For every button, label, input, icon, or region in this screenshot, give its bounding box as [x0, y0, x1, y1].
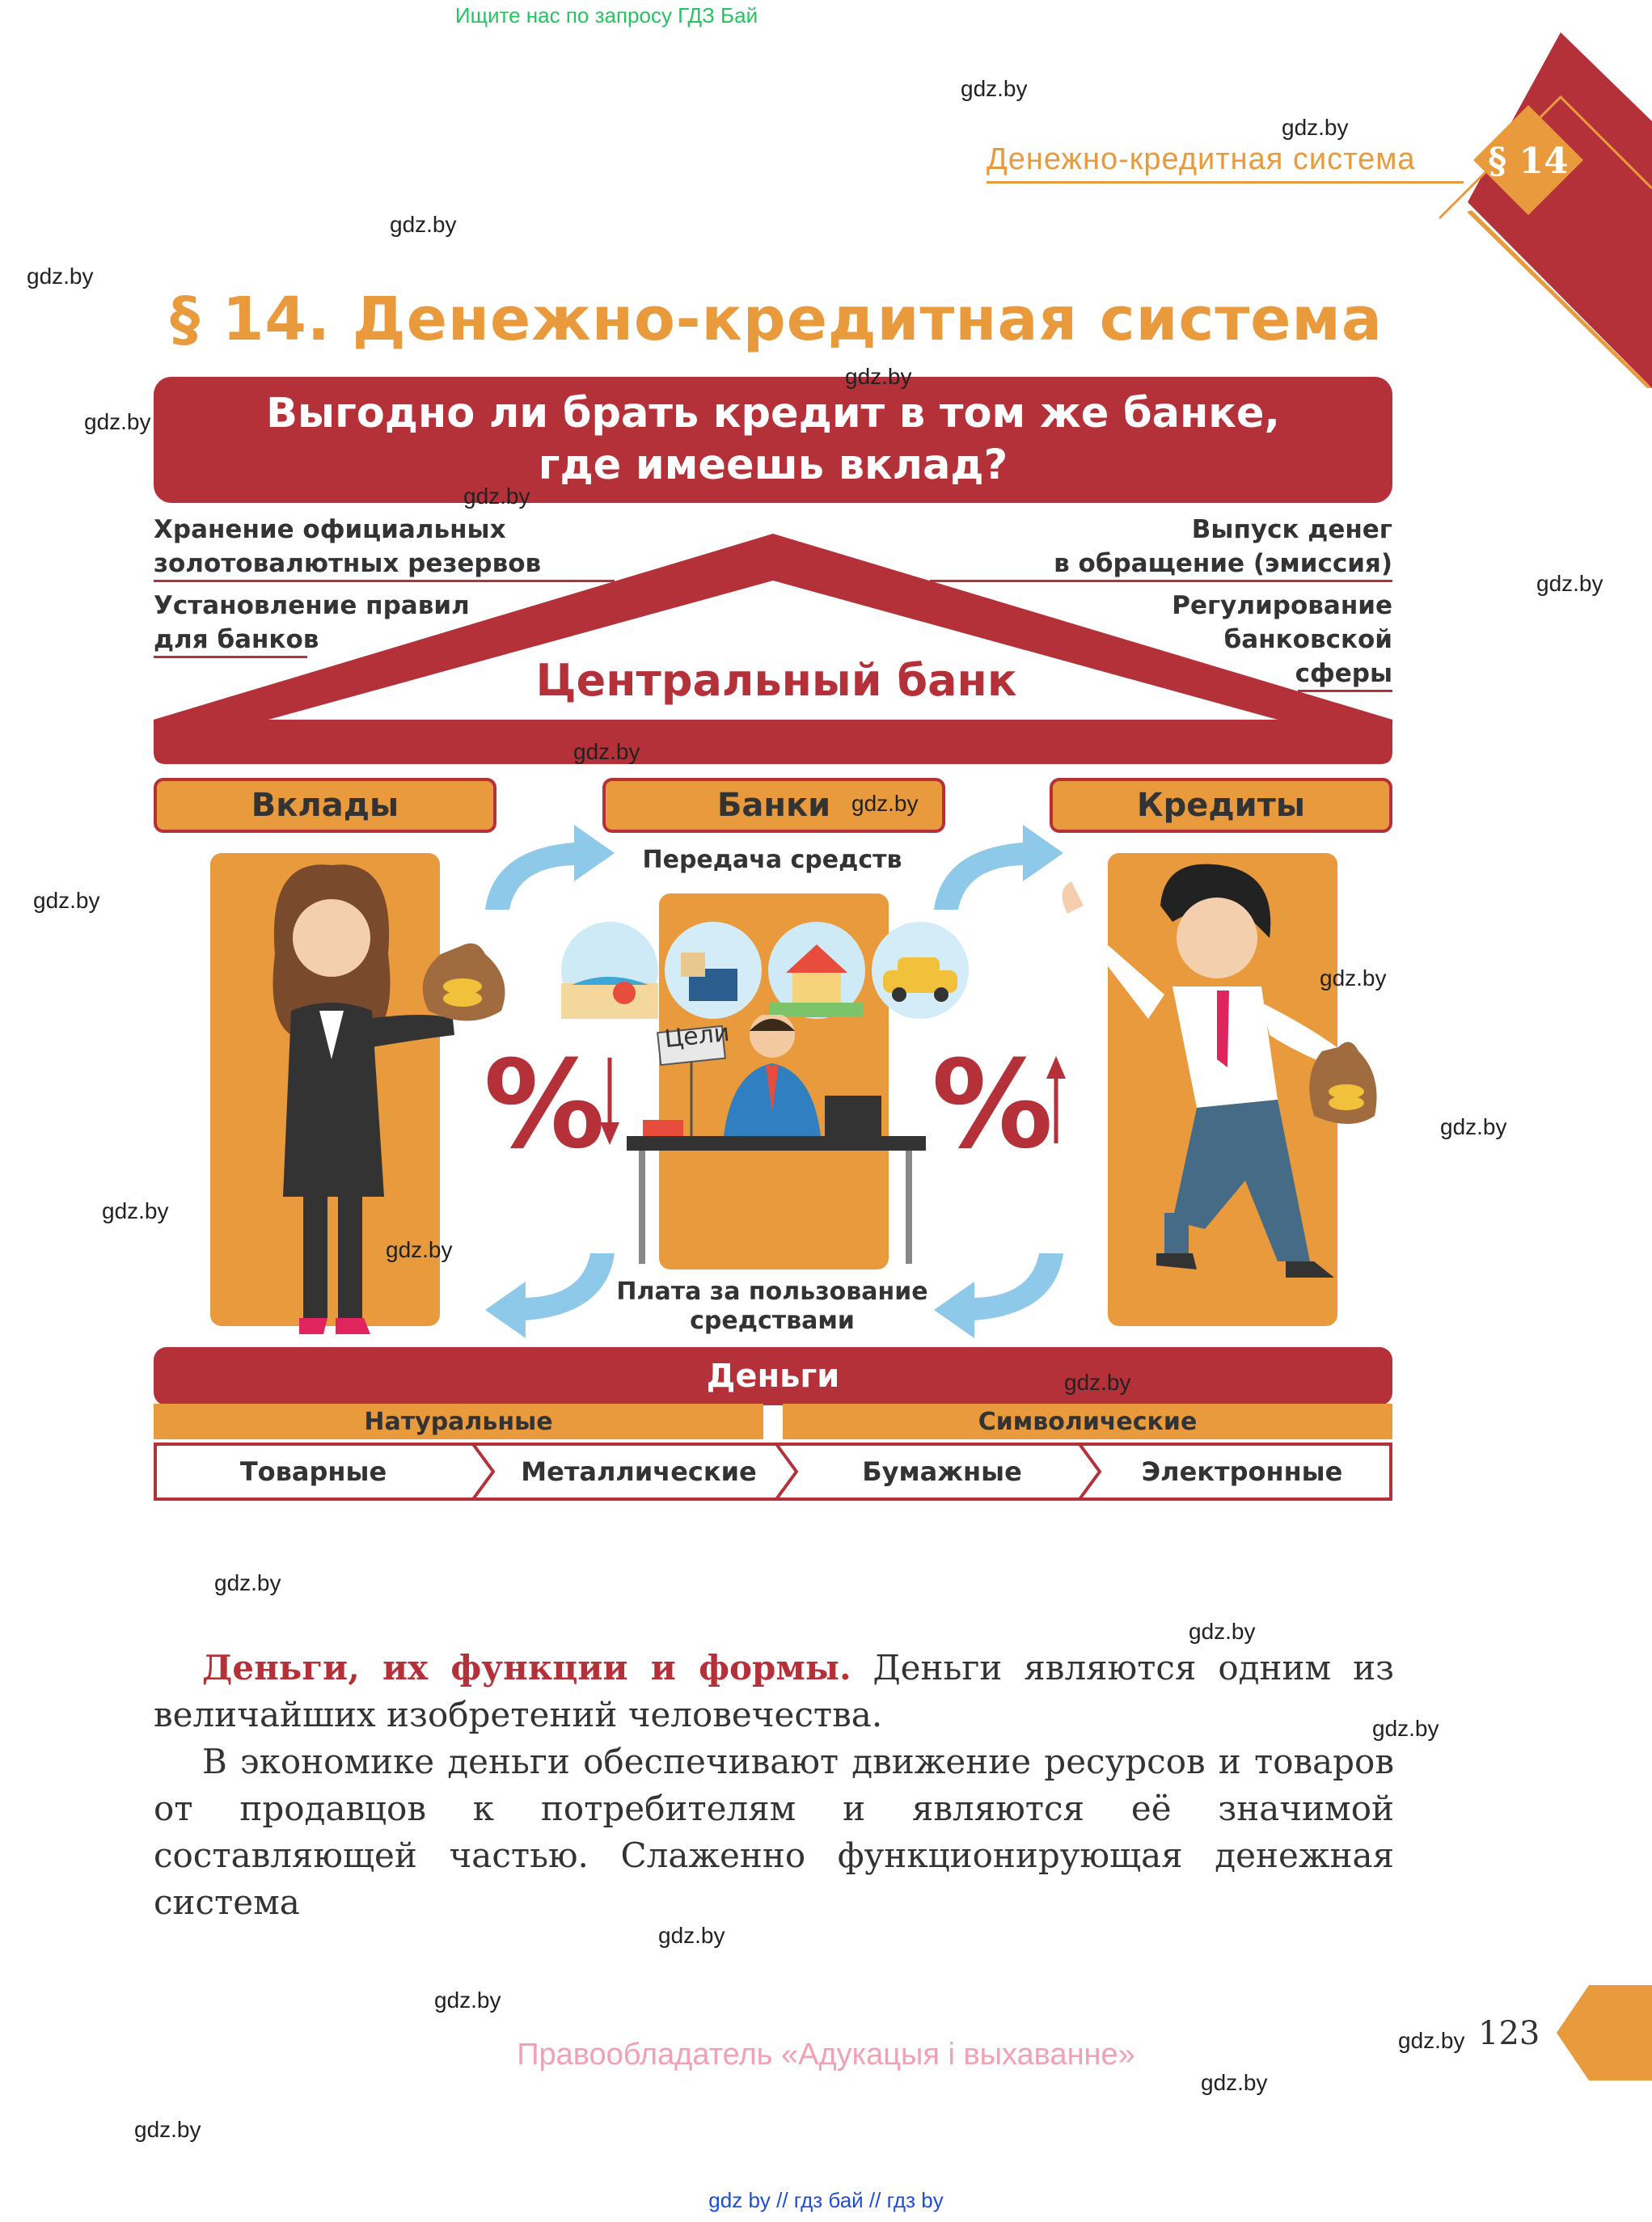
banks-box: Банки [602, 778, 945, 833]
watermark: gdz.by [961, 76, 1028, 101]
watermark: gdz.by [1064, 1370, 1131, 1395]
watermark: gdz.by [573, 739, 640, 764]
footer-links: gdz by // гдз бай // гдз by [708, 2188, 944, 2212]
running-head: Денежно-кредитная система [987, 142, 1416, 176]
house-icon [768, 922, 865, 1019]
function-reserves [154, 513, 541, 581]
banker-illustration [627, 1015, 934, 1274]
watermark: gdz.by [1189, 1619, 1256, 1644]
function-text: Регулирование [1172, 591, 1392, 620]
car-icon [872, 922, 969, 1019]
watermark: gdz.by [102, 1198, 169, 1223]
watermark: gdz.by [390, 212, 457, 237]
borrower-man-illustration [1035, 857, 1399, 1342]
money-type-metal: Металлические [521, 1456, 757, 1487]
question-banner [154, 377, 1392, 503]
money-type-paper: Бумажные [862, 1456, 1022, 1487]
paragraph-1-text: Деньги являются одним из величайших изобретений человечества. [154, 1648, 1394, 1734]
money-type-commodity: Товарные [239, 1456, 387, 1487]
function-text: сферы [1295, 659, 1392, 688]
watermark: gdz.by [1536, 571, 1603, 596]
beach-icon [561, 922, 658, 1019]
search-hint: Ищите нас по запросу ГДЗ Бай [454, 3, 758, 27]
function-text: банковской [1223, 625, 1392, 654]
money-type-electronic: Электронные [1141, 1456, 1343, 1487]
function-emission [1054, 513, 1392, 581]
percent-deposit: % [484, 1035, 606, 1176]
watermark: gdz.by [134, 2117, 201, 2142]
function-underline [154, 580, 615, 582]
function-text: золотовалютных резервов [154, 549, 542, 578]
paragraph-1 [154, 1645, 1394, 1738]
function-text: Установление правил [154, 591, 470, 620]
watermark: gdz.by [1201, 2070, 1268, 2095]
function-text: в обращение (эмиссия) [1054, 549, 1392, 578]
paragraph-2: В экономике деньги обеспечивают движение ресурсов и товаров от продавцов к потребителям и являются её значимой составляющей частью. Слаженно функционирующая денежная система [154, 1742, 1394, 1922]
section-subheading: Деньги, их функции и формы. [202, 1648, 851, 1688]
watermark: gdz.by [1320, 965, 1387, 991]
page-title: § 14. Денежно-кредитная система [170, 285, 1383, 354]
central-bank-label: Центральный банк [535, 655, 1017, 706]
arrow-down-icon [598, 1058, 621, 1147]
function-text: для банков [154, 625, 319, 654]
watermark: gdz.by [1440, 1114, 1507, 1139]
goals-sign: Цели [663, 1018, 731, 1054]
watermark: gdz.by [214, 1570, 281, 1595]
copyright-notice: Правообладатель «Адукацыя і выхаванне» [517, 2038, 1135, 2072]
transfer-label: Передача средств [642, 846, 902, 874]
page-number: 123 [1478, 2015, 1540, 2052]
payment-label-line: средствами [690, 1307, 855, 1335]
payment-label-line: Плата за пользование [616, 1278, 928, 1306]
watermark: gdz.by [845, 364, 912, 389]
natural-money-label: Натуральные [154, 1404, 763, 1439]
watermark: gdz.by [1372, 1716, 1439, 1741]
watermark: gdz.by [386, 1237, 453, 1262]
symbolic-money-label: Символические [783, 1404, 1392, 1439]
banner-line-2: где имеешь вклад? [538, 441, 1008, 489]
function-text: Хранение официальных [154, 515, 506, 544]
watermark: gdz.by [27, 264, 94, 289]
function-text: Выпуск денег [1191, 515, 1392, 544]
watermark: gdz.by [434, 1988, 501, 2013]
percent-credit: % [932, 1035, 1054, 1176]
watermark: gdz.by [463, 484, 530, 509]
watermark: gdz.by [1398, 2028, 1465, 2053]
money-title-bar: Деньги [154, 1347, 1392, 1405]
banner-line-1: Выгодно ли брать кредит в том же банке, [266, 390, 1280, 437]
function-bank-rules [154, 589, 470, 657]
deposits-box: Вклады [154, 778, 496, 833]
watermark: gdz.by [1282, 115, 1349, 140]
goal-icons [560, 920, 980, 1025]
running-head-underline [987, 181, 1464, 184]
watermark: gdz.by [33, 888, 100, 913]
section-badge: § 14 [1488, 141, 1569, 182]
credits-box: Кредиты [1050, 778, 1392, 833]
tools-icon [665, 922, 762, 1019]
payment-label [566, 1278, 978, 1336]
watermark: gdz.by [658, 1923, 725, 1948]
watermark: gdz.by [84, 409, 151, 434]
watermark: gdz.by [851, 791, 919, 816]
depositor-woman-illustration [243, 857, 518, 1342]
function-underline [930, 580, 1392, 582]
